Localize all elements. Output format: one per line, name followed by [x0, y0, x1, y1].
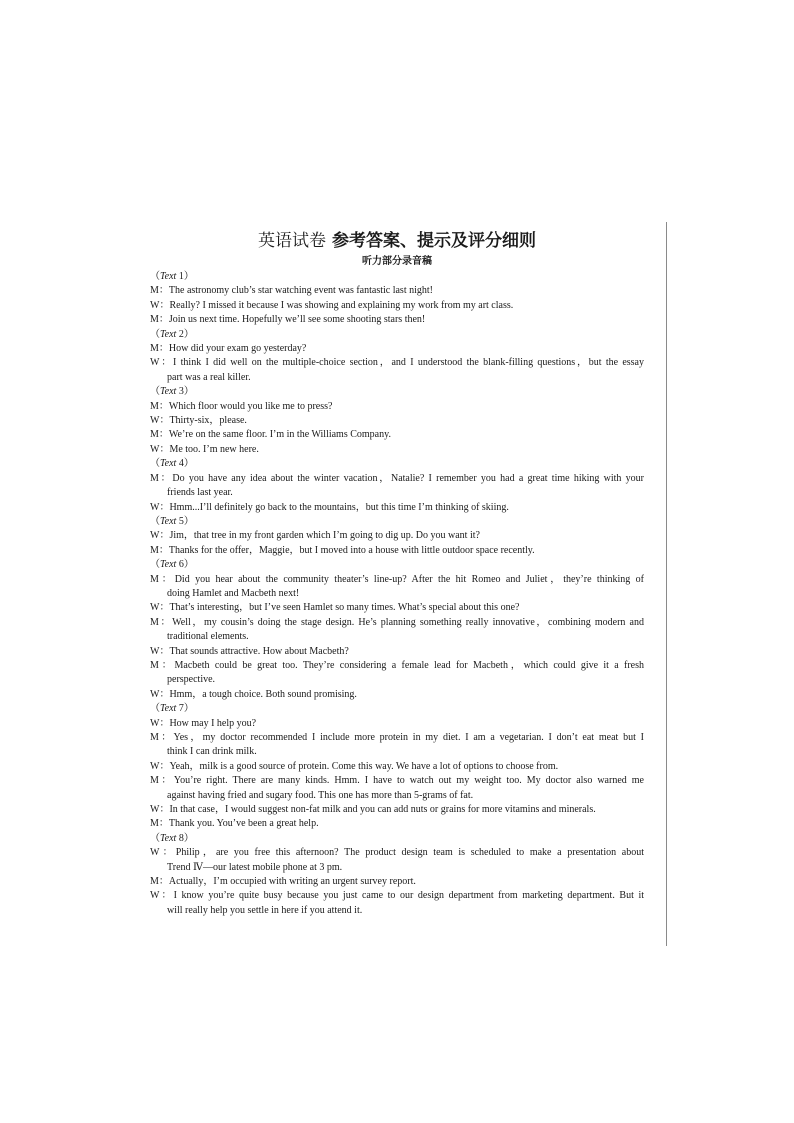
label-paren: （	[150, 328, 160, 340]
title-main: 英语试卷	[258, 231, 326, 251]
transcript-line: M：Join us next time. Hopefully we’ll see some shooting stars then!	[150, 314, 426, 326]
label-number: 5）	[176, 515, 194, 527]
transcript-line-continuation: part was a real killer.	[167, 371, 251, 383]
transcript-line: W：I think I did well on the multiple-choice section，and I understood the blank-filling questions，but the essay	[150, 357, 644, 369]
label-word: Text	[160, 328, 177, 340]
transcript-line-continuation: perspective.	[167, 674, 216, 686]
transcript-line: M：How did your exam go yesterday?	[150, 343, 307, 355]
section-label	[150, 457, 644, 471]
transcript-line-continuation: friends last year.	[167, 487, 233, 499]
label-paren: （	[150, 559, 160, 571]
transcript-line: M：Do you have any idea about the winter vacation，Natalie? I remember you had a great time hiking with your	[150, 472, 644, 484]
transcript-line: W：I know you’re quite busy because you just came to our design department from marketing department. But it	[150, 890, 644, 902]
transcript-line: W：Me too. I’m new here.	[150, 443, 259, 455]
label-number: 1）	[176, 271, 194, 282]
label-paren: （	[150, 271, 160, 282]
label-paren: （	[150, 703, 160, 715]
transcript-line: W：In that case，I would suggest non-fat milk and you can add nuts or grains for more vitamins and minerals.	[150, 804, 596, 816]
label-word: Text	[160, 386, 177, 398]
label-paren: （	[150, 386, 160, 398]
transcript-line: W：Really? I missed it because I was showing and explaining my work from my art class.	[150, 299, 514, 311]
transcript-line-continuation: traditional elements.	[167, 631, 249, 643]
transcript-line: W：Hmm，a tough choice. Both sound promising.	[150, 688, 357, 700]
transcript-line: W：Philip，are you free this afternoon? The product design team is scheduled to make a presentation about	[150, 847, 644, 859]
label-number: 6）	[176, 559, 194, 571]
page-title	[0, 231, 794, 251]
transcript-line-continuation: Trend Ⅳ—our latest mobile phone at 3 pm.	[167, 861, 343, 873]
transcript-line: W：How may I help you?	[150, 717, 257, 729]
label-paren: （	[150, 515, 160, 527]
transcript-line-continuation: think I can drink milk.	[167, 746, 257, 758]
title-bold: 参考答案、提示及评分细则	[332, 231, 536, 251]
transcript-line: W：Jim，that tree in my front garden which I’m going to dig up. Do you want it?	[150, 530, 480, 542]
label-paren: （	[150, 832, 160, 844]
label-number: 4）	[176, 458, 194, 470]
transcript-line: W：Hmm...I’ll definitely go back to the mountains，but this time I’m thinking of skiing.	[150, 501, 509, 513]
section-label	[150, 385, 644, 399]
transcript-line: M：Thank you. You’ve been a great help.	[150, 818, 319, 830]
transcript-line-continuation: doing Hamlet and Macbeth next!	[167, 587, 300, 599]
label-number: 8）	[176, 832, 194, 844]
transcript-line: M：Thanks for the offer，Maggie，but I moved into a house with little outdoor space recently.	[150, 544, 535, 556]
section-label	[150, 270, 644, 284]
section-label	[150, 558, 644, 572]
label-paren: （	[150, 458, 160, 470]
transcript-line: W：That sounds attractive. How about Macbeth?	[150, 645, 349, 657]
transcript-line: M：Macbeth could be great too. They’re considering a female lead for Macbeth，which could give it a fresh	[150, 659, 644, 671]
transcript-line: M：Which floor would you like me to press?	[150, 400, 333, 412]
transcript-line: M：We’re on the same floor. I’m in the Williams Company.	[150, 429, 391, 441]
label-word: Text	[160, 515, 177, 527]
section-label	[150, 702, 644, 716]
label-word: Text	[160, 832, 177, 844]
transcript-body	[150, 270, 644, 918]
label-number: 2）	[176, 328, 194, 340]
transcript-line: W：Thirty-six，please.	[150, 415, 247, 427]
page-subtitle: 听力部分录音稿	[362, 256, 432, 267]
section-label	[150, 832, 644, 846]
label-word: Text	[160, 458, 177, 470]
transcript-line: M：You’re right. There are many kinds. Hmm. I have to watch out my weight too. My doctor also warned me	[150, 775, 644, 787]
section-label	[150, 515, 644, 529]
vertical-divider	[666, 222, 667, 946]
label-word: Text	[160, 559, 177, 571]
section-label	[150, 328, 644, 342]
transcript-line: M：Yes，my doctor recommended I include more protein in my diet. I am a vegetarian. I don’t eat meat but I	[150, 732, 644, 743]
transcript-line: M：Well，my cousin’s doing the stage design. He’s planning something really innovative，combining modern and	[150, 616, 644, 628]
transcript-line: M：Did you hear about the community theater’s line-up? After the hit Romeo and Juliet，they’re thinking of	[150, 573, 644, 585]
transcript-line: W：Yeah，milk is a good source of protein. Come this way. We have a lot of options to choose from.	[150, 760, 559, 772]
label-word: Text	[160, 271, 177, 282]
transcript-line-continuation: against having fried and sugary food. This one has more than 5-grams of fat.	[167, 789, 474, 801]
transcript-line: M：The astronomy club’s star watching event was fantastic last night!	[150, 285, 433, 297]
transcript-line: M：Actually，I’m occupied with writing an urgent survey report.	[150, 876, 416, 888]
label-number: 3）	[176, 386, 194, 398]
transcript-line-continuation: will really help you settle in here if you attend it.	[167, 904, 363, 916]
label-number: 7）	[176, 703, 194, 715]
transcript-line: W：That’s interesting，but I’ve seen Hamlet so many times. What’s special about this one?	[150, 602, 520, 614]
label-word: Text	[160, 703, 177, 715]
